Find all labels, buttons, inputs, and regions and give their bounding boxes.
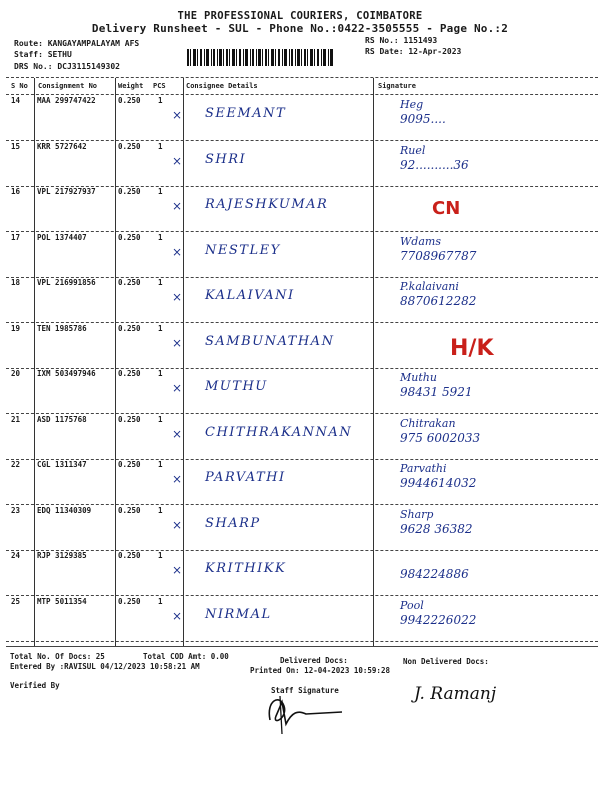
row-consignment-no: MTP 5011354 (37, 596, 87, 606)
col-signature: Signature (378, 82, 416, 90)
header-bottom-rule (6, 94, 598, 95)
table-row (0, 551, 600, 597)
row-consignee-name: SEEMANT (205, 106, 287, 121)
row-phone: 9628 36382 (400, 521, 473, 536)
row-pcs: 1 (158, 369, 163, 378)
tick-mark-icon: × (172, 335, 183, 350)
rs-number: RS No.: 1151493 (365, 36, 438, 45)
table-row (0, 233, 600, 279)
row-phone: 9942226022 (400, 612, 477, 627)
row-consignment-no: POL 1374407 (37, 232, 87, 242)
row-consignee-name: KALAIVANI (205, 288, 295, 303)
hk-stamp: H/K (450, 336, 494, 361)
col-consignment: Consignment No (38, 82, 98, 90)
footer-rule (6, 646, 598, 647)
row-signature: P.kalaivani (400, 280, 459, 293)
row-pcs: 1 (158, 96, 163, 105)
row-sno: 19 (11, 323, 21, 333)
verified-by: Verified By (10, 681, 60, 690)
row-consignment-no: RJP 3129385 (37, 551, 87, 560)
row-pcs: 1 (158, 141, 163, 151)
row-consignee-name: NIRMAL (205, 606, 272, 622)
table-row (0, 96, 600, 142)
row-sno: 15 (11, 141, 21, 151)
row-weight: 0.250 (118, 369, 141, 378)
table-row (0, 369, 600, 415)
row-consignment-no: MAA 299747422 (37, 96, 96, 105)
tick-mark-icon: × (172, 563, 183, 577)
row-sno: 24 (11, 551, 21, 560)
table-row (0, 324, 600, 370)
row-consignee-name: SHRI (205, 151, 247, 167)
tick-mark-icon: × (172, 108, 183, 122)
tick-mark-icon: × (172, 381, 183, 395)
col-pcs: PCS (153, 82, 166, 90)
row-pcs: 1 (158, 414, 163, 424)
row-pcs: 1 (158, 596, 163, 606)
tick-mark-icon: × (172, 472, 183, 486)
row-pcs: 1 (158, 551, 163, 560)
verifier-signature: J. Ramanj (414, 684, 497, 704)
row-signature: Wdams (400, 234, 441, 248)
row-sno: 25 (11, 596, 21, 606)
row-weight: 0.250 (118, 551, 141, 560)
row-phone: 98431 5921 (400, 385, 473, 399)
delivered-docs: Delivered Docs: (280, 656, 348, 665)
total-cod: Total COD Amt: 0.00 (143, 652, 229, 661)
row-sno: 20 (11, 369, 21, 378)
row-signature: Sharp (400, 507, 434, 521)
row-sno: 17 (11, 232, 21, 242)
row-phone: 8870612282 (400, 294, 477, 308)
row-consignee-name: RAJESHKUMAR (205, 197, 329, 212)
col-weight: Weight (118, 82, 144, 90)
row-signature: Muthu (400, 371, 437, 384)
row-phone: 7708967787 (400, 248, 477, 263)
row-consignment-no: TEN 1985786 (37, 323, 87, 333)
table-row (0, 187, 600, 233)
tick-mark-icon: × (172, 199, 183, 213)
row-sno: 18 (11, 278, 21, 287)
tick-mark-icon: × (172, 517, 183, 532)
route-label: Route: KANGAYAMPALAYAM AFS (14, 39, 140, 48)
row-consignee-name: SHARP (205, 515, 261, 531)
row-weight: 0.250 (118, 96, 141, 105)
row-weight: 0.250 (118, 278, 141, 287)
row-consignment-no: VPL 216991856 (37, 278, 96, 287)
cn-stamp: CN (432, 198, 461, 219)
tick-mark-icon: × (172, 153, 183, 168)
row-signature: Heg (400, 98, 424, 111)
row-rule (6, 641, 598, 642)
printed-on: Printed On: 12-04-2023 10:59:28 (250, 666, 390, 675)
row-sno: 16 (11, 187, 21, 196)
staff-label: Staff: SETHU (14, 50, 72, 59)
row-weight: 0.250 (118, 323, 141, 333)
row-consignment-no: EDQ 11340309 (37, 505, 92, 515)
entered-by: Entered By :RAVISUL 04/12/2023 10:58:21 AM (10, 662, 200, 671)
runsheet-title: Delivery Runsheet - SUL - Phone No.:0422-3505555 - Page No.:2 (91, 22, 509, 35)
row-weight: 0.250 (118, 596, 141, 606)
row-signature: Ruel (400, 143, 426, 157)
row-weight: 0.250 (118, 414, 141, 424)
row-consignee-name: PARVATHI (205, 470, 286, 485)
row-consignment-no: CGL 1311347 (37, 460, 87, 469)
row-pcs: 1 (158, 232, 163, 242)
row-phone: 9095.... (400, 112, 446, 126)
row-consignee-name: CHITHRAKANNAN (205, 424, 353, 440)
tick-mark-icon: × (172, 426, 183, 441)
rs-date: RS Date: 12-Apr-2023 (365, 47, 462, 56)
row-consignee-name: MUTHU (205, 379, 268, 394)
row-consignment-no: IXM 503497946 (37, 369, 96, 378)
staff-signature-label: Staff Signature (271, 686, 339, 695)
row-phone: 984224886 (400, 567, 469, 581)
row-pcs: 1 (158, 323, 163, 333)
row-sno: 21 (11, 414, 21, 424)
col-sno: S No (11, 82, 28, 90)
staff-signature-scribble (262, 690, 352, 735)
row-phone: 9944614032 (400, 476, 477, 490)
tick-mark-icon: × (172, 290, 183, 304)
company-title: THE PROFESSIONAL COURIERS, COIMBATORE (177, 10, 423, 22)
row-consignee-name: KRITHIKK (205, 561, 287, 576)
row-consignment-no: KRR 5727642 (37, 141, 87, 151)
table-row (0, 460, 600, 506)
row-sno: 14 (11, 96, 21, 105)
row-signature: Pool (400, 598, 424, 612)
row-consignee-name: SAMBUNATHAN (205, 333, 335, 349)
row-consignment-no: VPL 217927937 (37, 187, 96, 196)
row-pcs: 1 (158, 505, 163, 515)
tick-mark-icon: × (172, 608, 183, 623)
row-pcs: 1 (158, 278, 163, 287)
row-phone: 92..........36 (400, 157, 469, 172)
row-weight: 0.250 (118, 460, 141, 469)
row-sno: 23 (11, 505, 21, 515)
row-consignment-no: ASD 1175768 (37, 414, 87, 424)
table-row (0, 415, 600, 461)
table-row (0, 278, 600, 324)
drs-number: DRS No.: DCJ3115149302 (14, 62, 120, 71)
row-weight: 0.250 (118, 505, 141, 515)
row-signature: Parvathi (400, 462, 447, 475)
table-row (0, 597, 600, 643)
tick-mark-icon: × (172, 244, 183, 259)
row-signature: Chitrakan (400, 416, 456, 430)
row-phone: 975 6002033 (400, 430, 481, 445)
total-docs: Total No. Of Docs: 25 (10, 652, 105, 661)
table-row (0, 506, 600, 552)
row-weight: 0.250 (118, 232, 141, 242)
row-consignee-name: NESTLEY (205, 242, 281, 258)
barcode (187, 49, 333, 66)
row-weight: 0.250 (118, 141, 141, 151)
row-sno: 22 (11, 460, 21, 469)
table-row (0, 142, 600, 188)
row-pcs: 1 (158, 187, 163, 196)
header-top-rule (6, 77, 598, 78)
col-consignee: Consignee Details (186, 82, 258, 90)
row-weight: 0.250 (118, 187, 141, 196)
row-pcs: 1 (158, 460, 163, 469)
non-delivered-docs: Non Delivered Docs: (403, 657, 489, 666)
